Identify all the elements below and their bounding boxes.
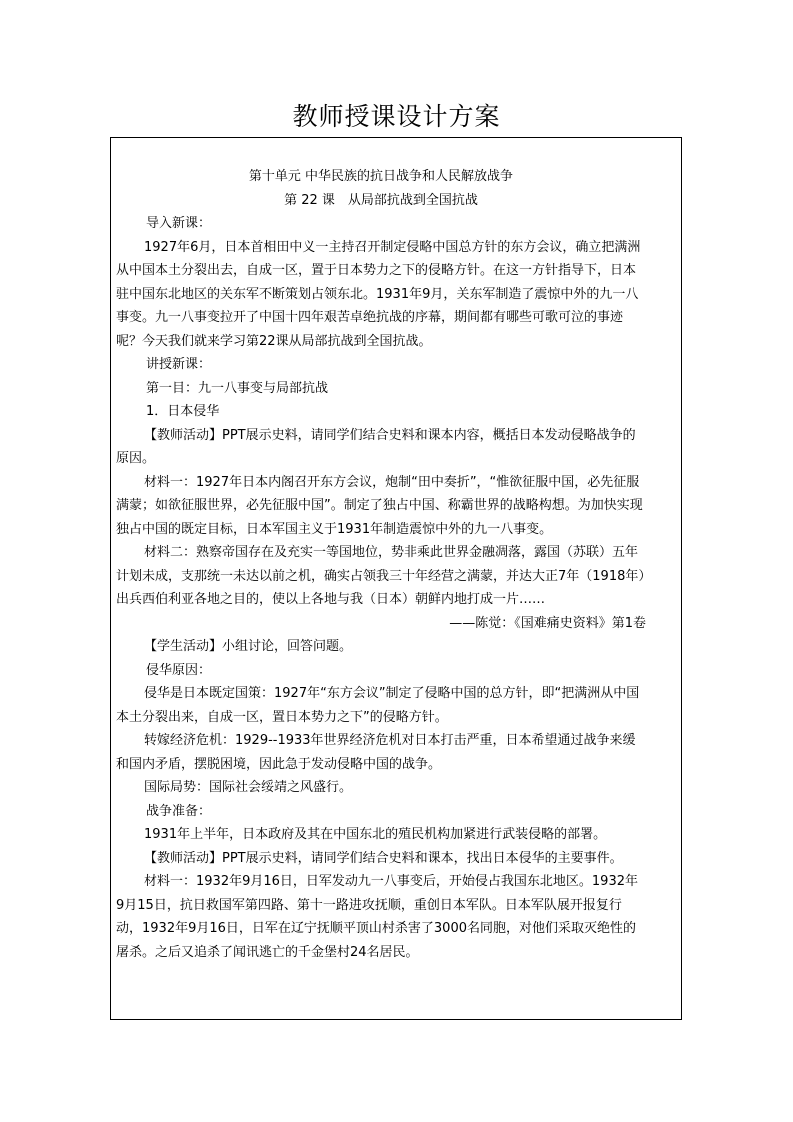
section-heading: 讲授新课： xyxy=(146,357,212,372)
paragraph: 材料一：1927年日本内阁召开东方会议，炮制“田中奏折”，“惟欲征服中国，必先征服满蒙；如欲征服世界，必先征服中国”。制定了独占中国、称霸世界的战略构想。为加快实现独占中国的既定目标，日本军国主义于1931年制造震惊中外的九一八事变。 xyxy=(116,474,643,537)
section-heading: 导入新课： xyxy=(146,216,212,231)
paragraph: 材料一：1932年9月16日，日军发动九一八事变后，开始侵占我国东北地区。1932年9月15日，抗日救国军第四路、第十一路进攻抚顺，重创日本军队。日本军队展开报复行动，1932年9月16日，日军在辽宁抚顺平顶山村杀害了3000名同胞，对他们采取灭绝性的屠杀。之后又追杀了闻讯逃亡的千金堡村24名居民。 xyxy=(116,874,638,960)
section-heading: 第一目：九一八事变与局部抗战 xyxy=(146,380,329,396)
source-citation: ——陈觉：《国难痛史资料》第1卷 xyxy=(449,615,646,631)
paragraph: 国际局势：国际社会绥靖之风盛行。 xyxy=(144,780,353,795)
paragraph: 1927年6月，日本首相田中义一主持召开制定侵略中国总方针的东方会议，确立把满洲从中国本土分裂出去，自成一区，置于日本势力之下的侵略方针。在这一方针指导下，日本驻中国东北地区的关东军不断策划占领东北。1931年9月，关东军制造了震惊中外的九一八事变。九一八事变拉开了中国十四年艰苦卓绝抗战的序幕，期间都有哪些可歌可泣的事迹呢？今天我们就来学习第22课从局部抗战到全国抗战。 xyxy=(116,239,641,349)
paragraph: 转嫁经济危机：1929--1933年世界经济危机对日本打击严重，日本希望通过战争来缓和国内矛盾，摆脱困境，因此急于发动侵略中国的战争。 xyxy=(116,733,636,772)
paragraph: 1931年上半年，日本政府及其在中国东北的殖民机构加紧进行武装侵略的部署。 xyxy=(144,827,607,842)
lesson-content xyxy=(116,165,646,964)
section-heading: 战争准备： xyxy=(146,803,212,819)
section-heading: 1．日本侵华 xyxy=(146,404,220,419)
paragraph: 【学生活动】小组讨论，回答问题。 xyxy=(144,639,353,654)
lesson-title: 第 22 课 从局部抗战到全国抗战 xyxy=(284,192,478,208)
paragraph: 材料二：熟察帝国存在及充实一等国地位，势非乘此世界金融凋落，露国（苏联）五年计划未成，支那统一未达以前之机，确实占领我三十年经营之满蒙，并达大正7年（1918年）出兵西伯利亚各地之目的，使以上各地与我（日本）朝鲜内地打成一片…… xyxy=(116,545,645,607)
paragraph: 【教师活动】PPT展示史料，请同学们结合史料和课本，找出日本侵华的主要事件。 xyxy=(144,850,623,866)
unit-title: 第十单元 中华民族的抗日战争和人民解放战争 xyxy=(248,169,514,184)
paragraph: 【教师活动】PPT展示史料，请同学们结合史料和课本内容，概括日本发动侵略战争的原因。 xyxy=(116,427,636,466)
paragraph: 侵华是日本既定国策：1927年“东方会议”制定了侵略中国的总方针，即“把满洲从中国本土分裂出来，自成一区，置日本势力之下”的侵略方针。 xyxy=(116,686,640,725)
section-heading: 侵华原因： xyxy=(146,662,212,678)
document-title: 教师授课设计方案 xyxy=(292,102,501,131)
